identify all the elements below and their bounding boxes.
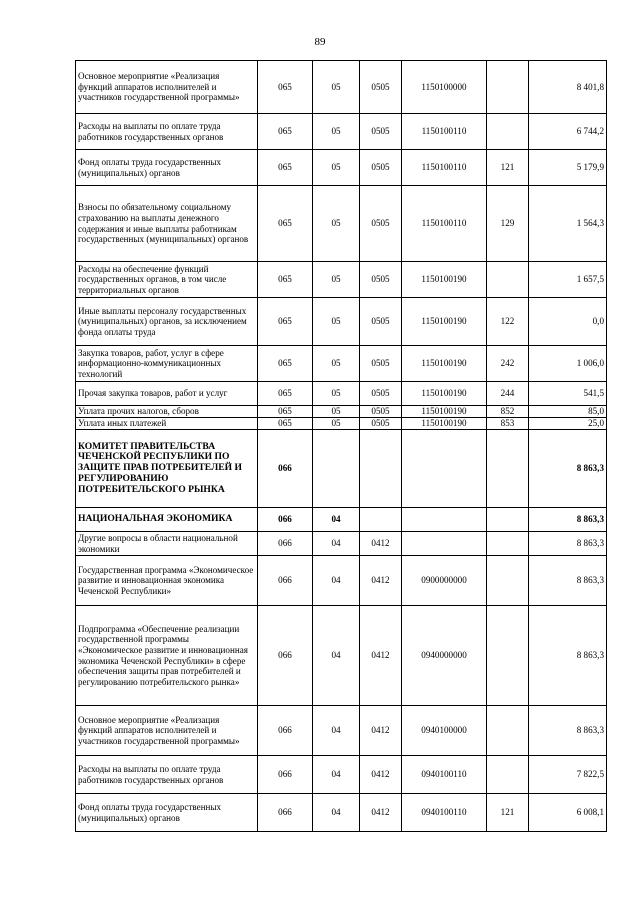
cell-target: 1150100190 xyxy=(402,418,487,430)
cell-subsection: 0505 xyxy=(360,186,402,262)
cell-expense-type xyxy=(487,508,529,532)
cell-ministry: 065 xyxy=(258,150,313,186)
row-name: Основное мероприятие «Реализация функций аппаратов исполнителей и участников государственной программы» xyxy=(76,61,258,114)
cell-target: 1150100190 xyxy=(402,346,487,382)
cell-subsection xyxy=(360,430,402,508)
row-name: Закупка товаров, работ, услуг в сфере информационно-коммуникационных технологий xyxy=(76,346,258,382)
cell-subsection: 0412 xyxy=(360,532,402,556)
table-row xyxy=(76,418,607,430)
cell-section: 04 xyxy=(313,606,360,706)
row-name: Расходы на выплаты по оплате труда работников государственных органов xyxy=(76,756,258,794)
cell-target: 1150100190 xyxy=(402,298,487,346)
cell-amount: 7 822,5 xyxy=(529,756,607,794)
row-name: Другие вопросы в области национальной экономики xyxy=(76,532,258,556)
cell-target: 0900000000 xyxy=(402,556,487,606)
cell-expense-type: 852 xyxy=(487,406,529,418)
cell-section: 05 xyxy=(313,418,360,430)
cell-subsection: 0505 xyxy=(360,406,402,418)
cell-amount: 1 657,5 xyxy=(529,262,607,298)
table-row xyxy=(76,406,607,418)
row-name: Фонд оплаты труда государственных (муниципальных) органов xyxy=(76,150,258,186)
cell-ministry: 066 xyxy=(258,606,313,706)
cell-target: 1150100000 xyxy=(402,61,487,114)
cell-subsection: 0505 xyxy=(360,114,402,150)
cell-amount: 8 863,3 xyxy=(529,606,607,706)
table-row xyxy=(76,606,607,706)
cell-target: 0940000000 xyxy=(402,606,487,706)
table-row xyxy=(76,532,607,556)
cell-amount: 8 863,3 xyxy=(529,508,607,532)
cell-amount: 25,0 xyxy=(529,418,607,430)
table-row xyxy=(76,756,607,794)
cell-amount: 8 863,3 xyxy=(529,532,607,556)
table-row xyxy=(76,114,607,150)
cell-expense-type: 853 xyxy=(487,418,529,430)
cell-section: 04 xyxy=(313,532,360,556)
cell-ministry: 065 xyxy=(258,346,313,382)
cell-expense-type xyxy=(487,61,529,114)
row-name: Иные выплаты персоналу государственных (муниципальных) органов, за исключением фонда оплаты труда xyxy=(76,298,258,346)
table-row xyxy=(76,794,607,832)
table-row xyxy=(76,430,607,508)
cell-section: 05 xyxy=(313,114,360,150)
cell-amount: 85,0 xyxy=(529,406,607,418)
cell-section: 04 xyxy=(313,556,360,606)
cell-target: 1150100190 xyxy=(402,382,487,406)
cell-target: 0940100000 xyxy=(402,706,487,756)
cell-section: 05 xyxy=(313,406,360,418)
cell-expense-type xyxy=(487,756,529,794)
cell-target: 1150100110 xyxy=(402,114,487,150)
budget-table-body xyxy=(76,61,607,832)
cell-expense-type xyxy=(487,430,529,508)
cell-target xyxy=(402,532,487,556)
cell-ministry: 065 xyxy=(258,186,313,262)
cell-target xyxy=(402,508,487,532)
cell-section: 04 xyxy=(313,794,360,832)
cell-ministry: 065 xyxy=(258,298,313,346)
cell-target: 1150100110 xyxy=(402,186,487,262)
cell-expense-type: 242 xyxy=(487,346,529,382)
cell-target xyxy=(402,430,487,508)
cell-subsection: 0412 xyxy=(360,556,402,606)
cell-ministry: 066 xyxy=(258,706,313,756)
cell-subsection: 0505 xyxy=(360,382,402,406)
table-row xyxy=(76,556,607,606)
cell-amount: 1 006,0 xyxy=(529,346,607,382)
cell-subsection: 0505 xyxy=(360,61,402,114)
cell-subsection: 0505 xyxy=(360,418,402,430)
cell-amount: 6 744,2 xyxy=(529,114,607,150)
cell-target: 1150100110 xyxy=(402,150,487,186)
row-name: Уплата иных платежей xyxy=(76,418,258,430)
cell-ministry: 065 xyxy=(258,382,313,406)
row-name: НАЦИОНАЛЬНАЯ ЭКОНОМИКА xyxy=(76,508,258,532)
table-row xyxy=(76,298,607,346)
cell-section: 05 xyxy=(313,262,360,298)
cell-ministry: 066 xyxy=(258,532,313,556)
cell-ministry: 066 xyxy=(258,756,313,794)
cell-subsection: 0412 xyxy=(360,706,402,756)
cell-subsection: 0505 xyxy=(360,150,402,186)
row-name: Основное мероприятие «Реализация функций аппаратов исполнителей и участников государственной программы» xyxy=(76,706,258,756)
cell-expense-type: 244 xyxy=(487,382,529,406)
cell-ministry: 065 xyxy=(258,61,313,114)
cell-amount: 541,5 xyxy=(529,382,607,406)
row-name: Государственная программа «Экономическое развитие и инновационная экономика Чеченской Республики» xyxy=(76,556,258,606)
cell-target: 1150100190 xyxy=(402,262,487,298)
row-name: Фонд оплаты труда государственных (муниципальных) органов xyxy=(76,794,258,832)
cell-expense-type: 121 xyxy=(487,150,529,186)
cell-expense-type: 121 xyxy=(487,794,529,832)
cell-section xyxy=(313,430,360,508)
cell-subsection: 0412 xyxy=(360,794,402,832)
table-row xyxy=(76,508,607,532)
table-row xyxy=(76,150,607,186)
cell-ministry: 066 xyxy=(258,556,313,606)
cell-amount: 5 179,9 xyxy=(529,150,607,186)
cell-section: 04 xyxy=(313,756,360,794)
cell-section: 05 xyxy=(313,186,360,262)
cell-expense-type: 122 xyxy=(487,298,529,346)
cell-ministry: 065 xyxy=(258,114,313,150)
cell-ministry: 066 xyxy=(258,508,313,532)
cell-target: 0940100110 xyxy=(402,756,487,794)
cell-amount: 8 863,3 xyxy=(529,430,607,508)
cell-section: 05 xyxy=(313,346,360,382)
cell-subsection xyxy=(360,508,402,532)
row-name: Взносы по обязательному социальному страхованию на выплаты денежного содержания и иные выплаты работникам государственных (муниципальных) органов xyxy=(76,186,258,262)
cell-amount: 1 564,3 xyxy=(529,186,607,262)
cell-expense-type xyxy=(487,556,529,606)
cell-section: 04 xyxy=(313,706,360,756)
cell-ministry: 066 xyxy=(258,794,313,832)
row-name: Расходы на обеспечение функций государственных органов, в том числе территориальных органов xyxy=(76,262,258,298)
cell-amount: 8 401,8 xyxy=(529,61,607,114)
page-number: 89 xyxy=(314,36,326,48)
cell-amount: 8 863,3 xyxy=(529,706,607,756)
cell-ministry: 065 xyxy=(258,406,313,418)
cell-target: 0940100110 xyxy=(402,794,487,832)
budget-table xyxy=(75,60,607,832)
table-row xyxy=(76,382,607,406)
cell-expense-type xyxy=(487,114,529,150)
row-name: Расходы на выплаты по оплате труда работников государственных органов xyxy=(76,114,258,150)
cell-subsection: 0505 xyxy=(360,262,402,298)
cell-section: 04 xyxy=(313,508,360,532)
cell-expense-type: 129 xyxy=(487,186,529,262)
table-row xyxy=(76,61,607,114)
cell-ministry: 065 xyxy=(258,418,313,430)
cell-amount: 8 863,3 xyxy=(529,556,607,606)
cell-subsection: 0412 xyxy=(360,606,402,706)
cell-subsection: 0412 xyxy=(360,756,402,794)
cell-ministry: 066 xyxy=(258,430,313,508)
cell-ministry: 065 xyxy=(258,262,313,298)
cell-section: 05 xyxy=(313,298,360,346)
cell-expense-type xyxy=(487,262,529,298)
cell-subsection: 0505 xyxy=(360,346,402,382)
table-row xyxy=(76,186,607,262)
cell-subsection: 0505 xyxy=(360,298,402,346)
cell-section: 05 xyxy=(313,150,360,186)
cell-amount: 0,0 xyxy=(529,298,607,346)
row-name: Подпрограмма «Обеспечение реализации государственной программы «Экономическое развитие и инновационная экономика Чеченской Республики» в сфере обеспечения защиты прав потребителей и регулированию потребительского рынка» xyxy=(76,606,258,706)
cell-section: 05 xyxy=(313,61,360,114)
table-row xyxy=(76,346,607,382)
table-row xyxy=(76,706,607,756)
cell-expense-type xyxy=(487,706,529,756)
cell-expense-type xyxy=(487,532,529,556)
cell-expense-type xyxy=(487,606,529,706)
cell-amount: 6 008,1 xyxy=(529,794,607,832)
cell-section: 05 xyxy=(313,382,360,406)
row-name: Уплата прочих налогов, сборов xyxy=(76,406,258,418)
row-name: КОМИТЕТ ПРАВИТЕЛЬСТВА ЧЕЧЕНСКОЙ РЕСПУБЛИКИ ПО ЗАЩИТЕ ПРАВ ПОТРЕБИТЕЛЕЙ И РЕГУЛИРОВАНИЮ ПОТРЕБИТЕЛЬСКОГО РЫНКА xyxy=(76,430,258,508)
cell-target: 1150100190 xyxy=(402,406,487,418)
table-row xyxy=(76,262,607,298)
row-name: Прочая закупка товаров, работ и услуг xyxy=(76,382,258,406)
